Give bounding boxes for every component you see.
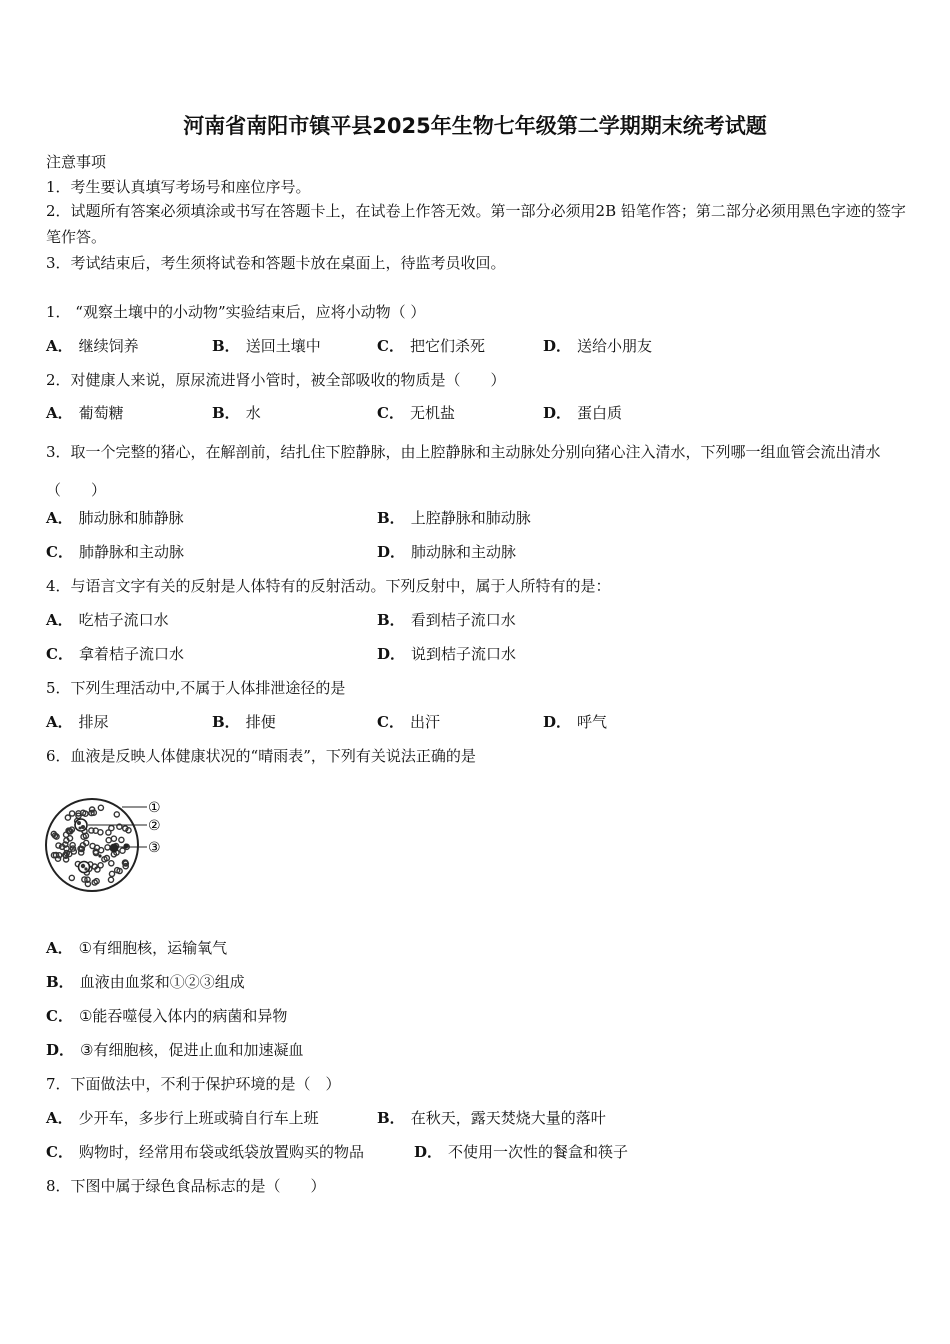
question-stem: 2．对健康人来说，原尿流进肾小管时，被全部吸收的物质是（ ）	[46, 371, 506, 389]
question-stem: 1． “观察土壤中的小动物”实验结束后，应将小动物（ ）	[46, 303, 426, 321]
option-b: B． 水	[212, 404, 261, 422]
figure-label: ③	[148, 840, 161, 856]
option-d: D． 不使用一次性的餐盒和筷子	[414, 1143, 629, 1161]
question-stem: 3．取一个完整的猪心，在解剖前，结扎住下腔静脉，由上腔静脉和主动脉处分别向猪心注入清水，下列哪一组血管会流出清水（ ）	[46, 443, 881, 499]
option-a: A． 吃桔子流口水	[46, 611, 169, 629]
notice-item: 1．考生要认真填写考场号和座位序号。	[46, 178, 311, 196]
question-stem: 7．下面做法中，不利于保护环境的是（ ）	[46, 1075, 341, 1093]
option-a: A． 继续饲养	[46, 337, 139, 355]
option-c: C． 出汗	[377, 713, 440, 731]
question-stem: 8．下图中属于绿色食品标志的是（ ）	[46, 1177, 326, 1195]
option-c: C． 无机盐	[377, 404, 455, 422]
option-d: D． 蛋白质	[543, 404, 623, 422]
option-a: A． ①有细胞核，运输氧气	[46, 939, 228, 957]
option-d: D． 说到桔子流口水	[377, 645, 517, 663]
option-b: B． 看到桔子流口水	[377, 611, 516, 629]
notice-item: 2．试题所有答案必须填涂或书写在答题卡上，在试卷上作答无效。第一部分必须用2B 铅笔作答；第二部分必须用黑色字迹的签字笔作答。	[46, 202, 906, 246]
option-b: B． 送回土壤中	[212, 337, 321, 355]
page-title: 河南省南阳市镇平县2025年生物七年级第二学期期末统考试题	[183, 114, 767, 138]
notice-heading: 注意事项	[46, 153, 107, 171]
option-c: C． 肺静脉和主动脉	[46, 543, 184, 561]
figure-label: ①	[148, 800, 161, 816]
question-stem: 4．与语言文字有关的反射是人体特有的反射活动。下列反射中，属于人所特有的是：	[46, 577, 611, 595]
option-d: D． ③有细胞核，促进止血和加速凝血	[46, 1041, 304, 1059]
option-b: B． 排便	[212, 713, 276, 731]
figure-label: ②	[148, 818, 161, 834]
option-c: C． 把它们杀死	[377, 337, 485, 355]
option-a: A． 肺动脉和肺静脉	[46, 509, 184, 527]
notice-item: 3．考试结束后，考生须将试卷和答题卡放在桌面上，待监考员收回。	[46, 254, 506, 272]
option-a: A． 排尿	[46, 713, 109, 731]
option-b: B． 在秋天，露天焚烧大量的落叶	[377, 1109, 606, 1127]
option-d: D． 呼气	[543, 713, 608, 731]
option-a: A． 少开车，多步行上班或骑自行车上班	[46, 1109, 319, 1127]
option-c: C． 购物时，经常用布袋或纸袋放置购买的物品	[46, 1143, 364, 1161]
question-stem: 5．下列生理活动中,不属于人体排泄途径的是	[46, 679, 346, 697]
option-a: A． 葡萄糖	[46, 404, 124, 422]
option-c: C． ①能吞噬侵入体内的病菌和异物	[46, 1007, 288, 1025]
question-stem: 6．血液是反映人体健康状况的“晴雨表”，下列有关说法正确的是	[46, 747, 476, 765]
blood-smear-figure	[44, 790, 174, 898]
option-b: B． 上腔静脉和肺动脉	[377, 509, 531, 527]
option-d: D． 肺动脉和主动脉	[377, 543, 517, 561]
option-d: D． 送给小朋友	[543, 337, 653, 355]
option-c: C． 拿着桔子流口水	[46, 645, 184, 663]
option-b: B． 血液由血浆和①②③组成	[46, 973, 245, 991]
